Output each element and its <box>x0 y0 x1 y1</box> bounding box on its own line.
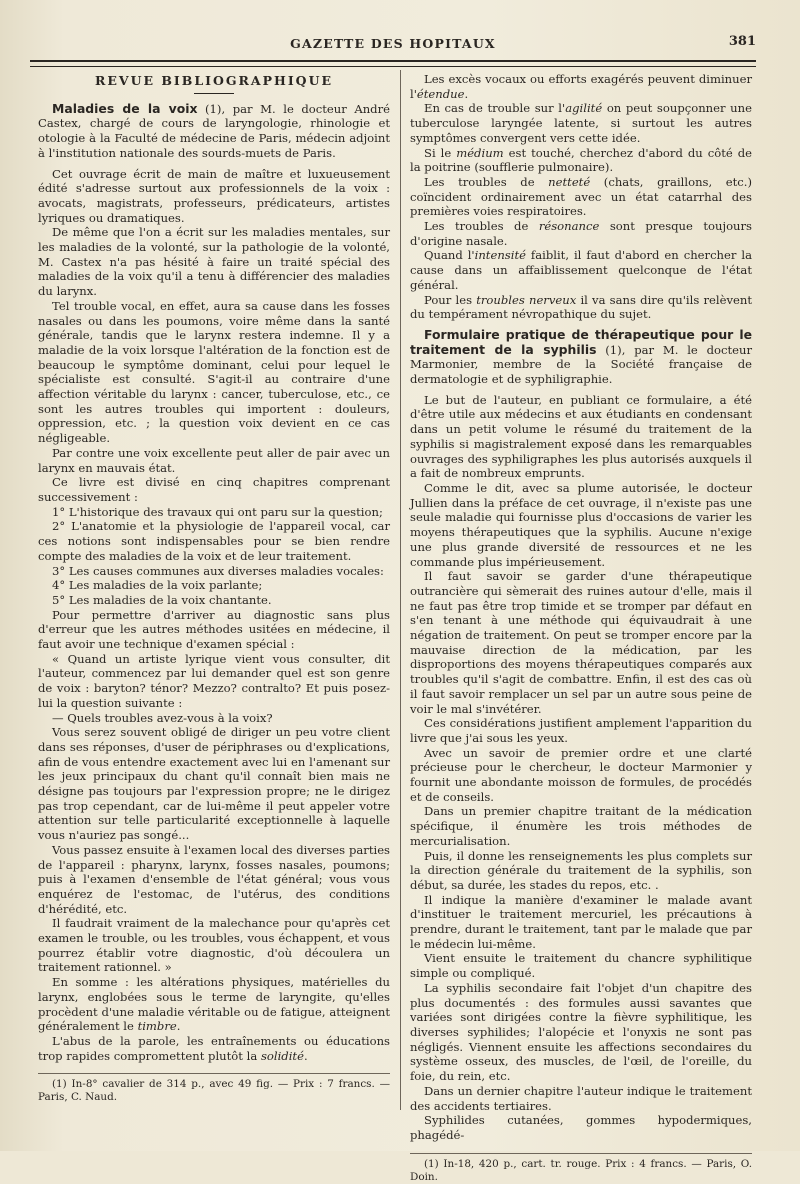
header-rule <box>30 60 756 67</box>
paragraph: Dans un premier chapitre traitant de la médication spécifique, il énumère les trois méthodes de mercurialisation. <box>410 804 752 848</box>
quote-paragraph: — Quels troubles avez-vous à la voix? <box>52 710 273 725</box>
paragraph: Les excès vocaux ou efforts exagérés peuvent diminuer l'étendue. <box>410 72 752 101</box>
emphasis: étendue <box>416 86 465 101</box>
section-title: REVUE BIBLIOGRAPHIQUE <box>94 73 334 88</box>
book-details: (1), par M. le docteur André Castex, chargé de cours de laryngologie, rhinologie et otologie à la Faculté de médecine de Paris, médecin adjoint à l'institution nationale des sourds-muets de Paris. <box>38 101 391 160</box>
book-entry-syphilis <box>410 328 752 387</box>
column-divider <box>400 70 401 1110</box>
emphasis: intensité <box>474 248 526 263</box>
paragraph: Le but de l'auteur, en publiant ce formulaire, a été d'être utile aux médecins et aux étudiants en condensant dans un petit volume le résumé du traitement de la syphilis si magistralement exposé dans les remarquables ouvrages des syphiligraphes les plus autorisés auxquels il a fait de nombreux emprunts. <box>410 392 752 481</box>
footnote: (1) In-8° cavalier de 314 p., avec 49 fig. — Prix : 7 francs. — Paris, C. Naud. <box>38 1078 390 1104</box>
paragraph: Si le médium est touché, cherchez d'abord du côté de la poitrine (soufflerie pulmonaire). <box>410 145 752 175</box>
paragraph: Comme le dit, avec sa plume autorisée, le docteur Jullien dans la préface de cet ouvrage, il n'existe pas une seule maladie qui fournisse plus d'occasions de varier les moyens thérapeutiques que la syphilis. Aucune n'exige une plus grande diversité de ressources et ne les commande plus impérieusement. <box>410 480 752 569</box>
paragraph: L'abus de la parole, les entraînements ou éducations trop rapides compromettent plutôt la solidité. <box>38 1034 390 1063</box>
right-column <box>410 72 752 1184</box>
paragraph: Les troubles de résonance sont presque toujours d'origine nasale. <box>410 219 753 248</box>
paragraph: Il indique la manière d'examiner le malade avant d'instituer le traitement mercuriel, les précautions à prendre, durant le traitement, tant par le malade que par le médecin lui-même. <box>410 892 752 951</box>
title-rule <box>194 93 234 94</box>
paragraph: Pour permettre d'arriver au diagnostic sans plus d'erreur que les autres méthodes usitées en médecine, il faut avoir une technique d'examen spécial : <box>38 607 390 652</box>
page-number: 381 <box>728 34 756 49</box>
paragraph: En somme : les altérations physiques, matérielles du larynx, englobées sous le terme de laryngite, qu'elles procèdent d'une maladie véritable ou de fatigue, atteignent généralement le timbre. <box>38 975 390 1034</box>
chapter-item: 3° Les causes communes aux diverses maladies vocales: <box>52 563 384 578</box>
paragraph: Ces considérations justifient amplement l'apparition du livre que j'ai sous les yeux. <box>410 716 752 745</box>
paragraph: Syphilides cutanées, gommes hypodermiques, phagédé- <box>410 1113 752 1142</box>
paragraph: Tel trouble vocal, en effet, aura sa cause dans les fosses nasales ou dans les poumons, voire même dans la santé générale, tandis que le larynx restera indemne. Il y a maladie de la voix lorsque l'altération de la fonction est de beaucoup le symptôme dominant, celui pour lequel le spécialiste est consulté. S'agit-il au contraire d'une affection véritable du larynx : cancer, tuberculose, etc., ce sont les autres troubles qui importent : douleurs, oppression, etc. ; la question voix devient en ce cas négligeable. <box>38 298 390 446</box>
quote-paragraph: Vous passez ensuite à l'examen local des diverses parties de l'appareil : pharynx, larynx, fosses nasales, poumons; puis à l'examen d'ensemble de l'état général; vous vous enquérez de l'estomac, de l'utérus, des conditions d'hérédité, etc. <box>38 842 390 916</box>
book-title: Formulaire pratique de thérapeutique pour le traitement de la syphilis <box>410 326 752 357</box>
emphasis: netteté <box>548 174 591 189</box>
book-title: Maladies de la voix <box>52 100 198 116</box>
footnote-rule <box>410 1153 752 1154</box>
chapter-item: 5° Les maladies de la voix chantante. <box>52 592 272 607</box>
paragraph: Les troubles de netteté (chats, graillons, etc.) coïncident ordinairement avec un état catarrhal des premières voies respiratoires. <box>410 174 752 219</box>
paragraph: Par contre une voix excellente peut aller de pair avec un larynx en mauvais état. <box>38 445 390 475</box>
paragraph: Cet ouvrage écrit de main de maître et luxueusement édité s'adresse surtout aux professionnels de la voix : avocats, magistrats, professeurs, prédicateurs, artistes lyriques ou dramatiques. <box>38 166 390 225</box>
paragraph: En cas de trouble sur l'agilité on peut soupçonner une tuberculose laryngée latente, si surtout les autres symptômes convergent vers cette idée. <box>410 101 752 145</box>
paragraph: Quand l'intensité faiblit, il faut d'abord en chercher la cause dans un affaiblissement quelconque de l'état général. <box>410 248 752 292</box>
quote-paragraph: « Quand un artiste lyrique vient vous consulter, dit l'auteur, commencez par lui demander quel est son genre de voix : baryton? ténor? Mezzo? contralto? Et puis posez-lui la question suivante : <box>38 651 390 710</box>
book-details: (1), par M. le docteur Marmonier, membre de la Société française de dermatologie et de syphiligraphie. <box>410 342 753 387</box>
emphasis: solidité <box>260 1048 304 1063</box>
paragraph: Puis, il donne les renseignements les plus complets sur la direction générale du traitement de la syphilis, son début, sa durée, les stades du repos, etc. . <box>410 848 752 892</box>
emphasis: résonance <box>538 219 600 234</box>
paragraph: Ce livre est divisé en cinq chapitres comprenant successivement : <box>38 475 390 504</box>
quote-paragraph: Il faudrait vraiment de la malechance pour qu'après cet examen le trouble, ou les troubles, vous échappent, et vous pourrez établir votre diagnostic, d'où découlera un traitement rationnel. » <box>38 916 390 975</box>
paragraph: Avec un savoir de premier ordre et une clarté précieuse pour le chercheur, le docteur Marmonier y fournit une abondante moisson de formules, de procédés et de conseils. <box>410 745 752 804</box>
emphasis: médium <box>456 145 504 160</box>
footnote-rule <box>38 1073 390 1074</box>
paragraph: Pour les troubles nerveux il va sans dire qu'ils relèvent du tempérament névropathique du sujet. <box>410 292 752 322</box>
page-header <box>30 30 756 56</box>
book-entry-voice <box>38 102 390 161</box>
paragraph: La syphilis secondaire fait l'objet d'un chapitre des plus documentés : des formules aussi savantes que variées sont dirigées contre la fièvre syphilitique, les diverses syphilides; l'alopécie et l'onyxis ne sont pas négligés. Viennent ensuite les affections secondaires du système osseux, des muscles, de l'œil, de l'oreille, du foie, du rein, etc. <box>410 980 752 1084</box>
footnote: (1) In-18, 420 p., cart. tr. rouge. Prix : 4 francs. — Paris, O. Doin. <box>410 1157 752 1183</box>
paragraph: Dans un dernier chapitre l'auteur indique le traitement des accidents tertiaires. <box>410 1083 752 1113</box>
journal-title: GAZETTE DES HOPITAUX <box>290 36 496 51</box>
paragraph: De même que l'on a écrit sur les maladies mentales, sur les maladies de la volonté, sur la pathologie de la volonté, M. Castex n'a pas hésité à faire un traité spécial des maladies de la voix qu'il a tenu à différencier des maladies du larynx. <box>38 225 390 299</box>
quote-paragraph: Vous serez souvent obligé de diriger un peu votre client dans ses réponses, d'user de périphrases ou d'explications, afin de vous entendre exactement avec lui en l'amenant sur les jeux principaux du chant qu'il connaît bien mais ne désigne pas toujours par l'expression propre; ne le dirigez pas trop cependant, car de lui-même il peut appeler votre attention sur telle particularité exceptionnelle à laquelle vous n'auriez pas songé... <box>38 725 390 843</box>
paragraph: Vient ensuite le traitement du chancre syphilitique simple ou compliqué. <box>410 951 752 981</box>
chapter-item: 2° L'anatomie et la physiologie de l'appareil vocal, car ces notions sont indispensables pour se bien rendre compte des maladies de la voix et de leur traitement. <box>38 519 390 563</box>
emphasis: troubles nerveux <box>476 292 577 307</box>
paragraph: Il faut savoir se garder d'une thérapeutique outrancière qui sèmerait des ruines autour d'elle, mais il ne faut pas être trop timide et se tromper par défaut en s'en tenant à une méthode qui équivaudrait à une négation de traitement. On peut se tromper encore par la mauvaise direction de la médication, par les disproportions des moyens thérapeutiques comparés aux troubles qu'il s'agit de combattre. Enfin, il est des cas où il faut savoir remplacer un sel par un autre sous peine de voir le mal s'invétérer. <box>410 569 752 716</box>
emphasis: agilité <box>565 101 603 116</box>
left-column <box>38 72 390 1104</box>
chapter-item: 4° Les maladies de la voix parlante; <box>52 578 263 593</box>
emphasis: timbre <box>137 1019 177 1034</box>
chapter-item: 1° L'historique des travaux qui ont paru sur la question; <box>52 504 383 519</box>
